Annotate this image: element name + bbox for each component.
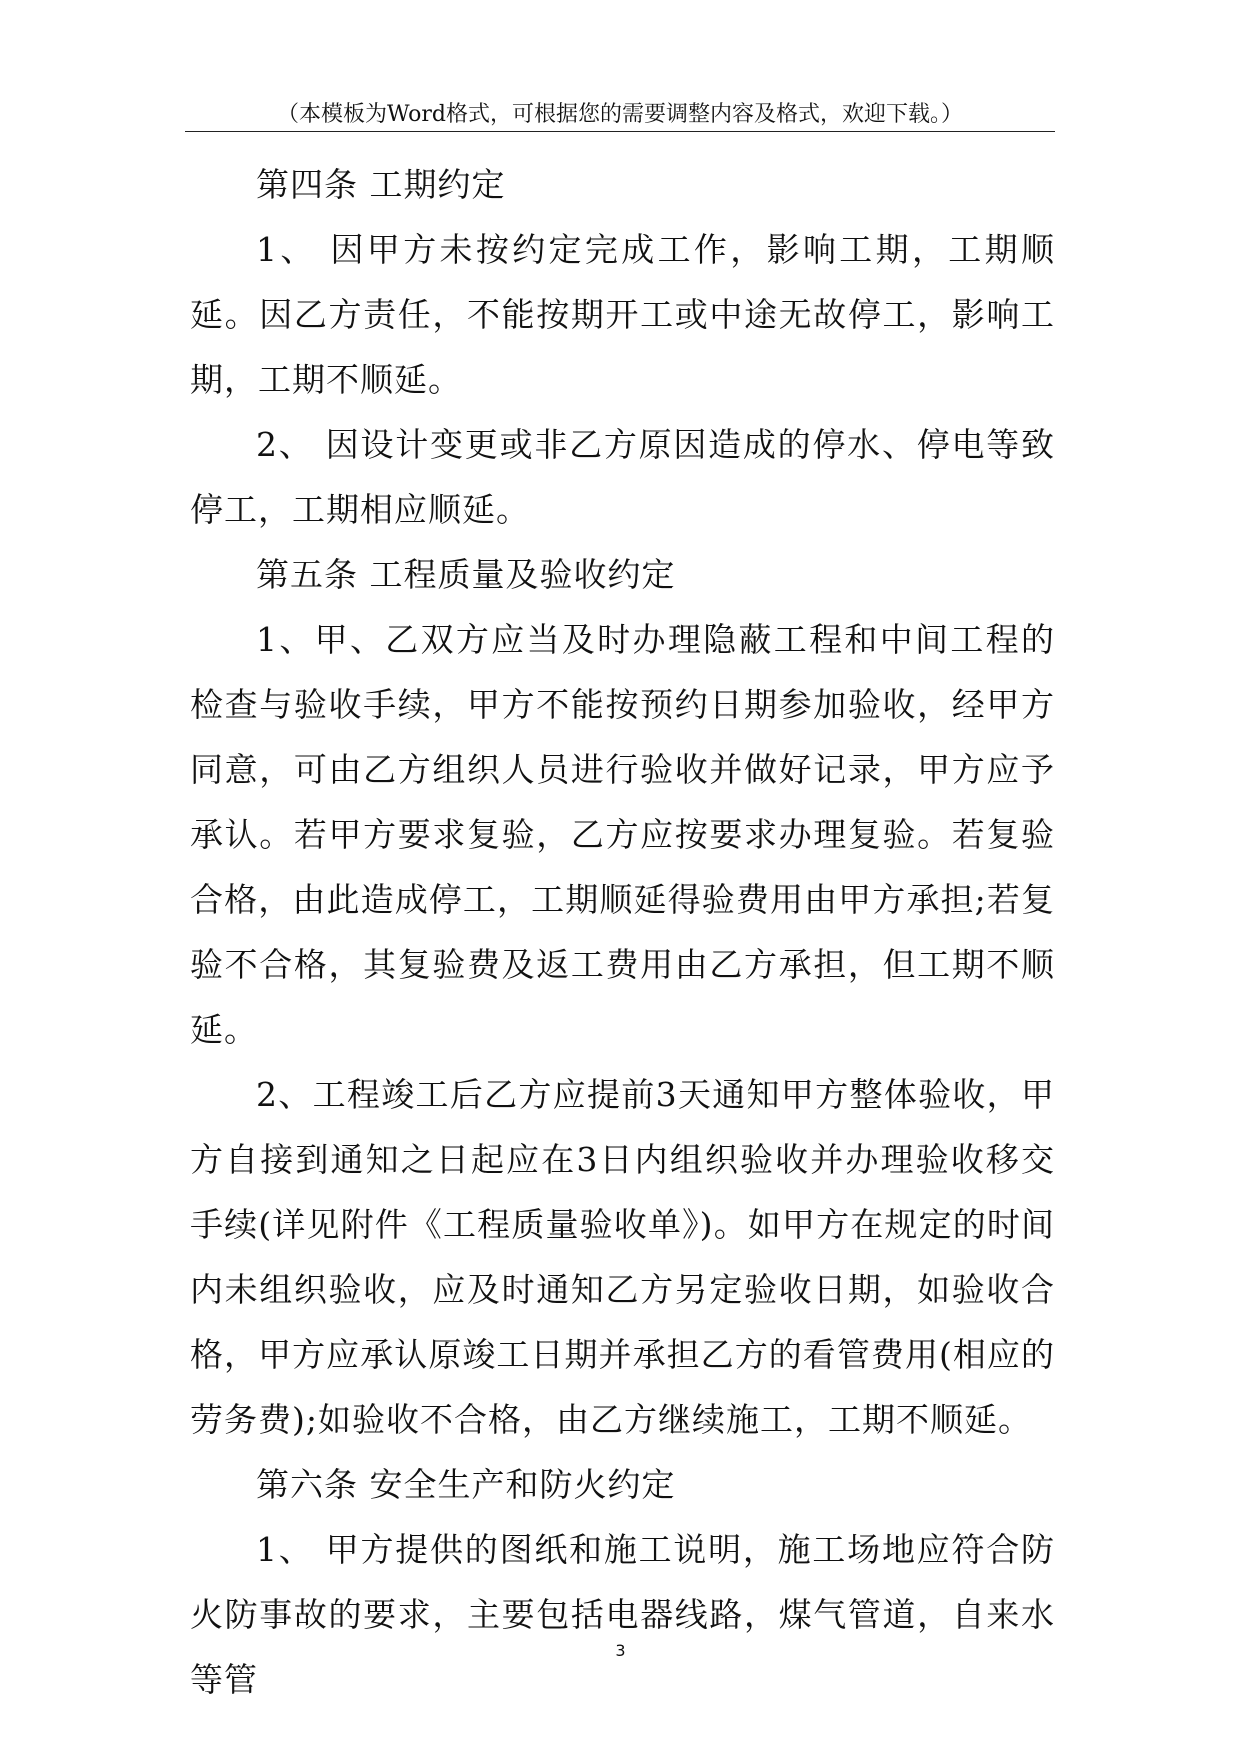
template-header-note: （本模板为Word格式，可根据您的需要调整内容及格式，欢迎下载。） — [277, 102, 963, 127]
article-6-clause-1: 1、 甲方提供的图纸和施工说明，施工场地应符合防火防事故的要求，主要包括电器线路，煤气管道，自来水等管 — [190, 1530, 1055, 1699]
article-5-clause-1: 1、甲、乙双方应当及时办理隐蔽工程和中间工程的检查与验收手续，甲方不能按预约日期参加验收，经甲方同意，可由乙方组织人员进行验收并做好记录，甲方应予承认。若甲方要求复验，乙方应按要求办理复验。若复验合格，由此造成停工，工期顺延得验费用由甲方承担;若复验不合格，其复验费及返工费用由乙方承担，但工期不顺延。 — [190, 620, 1055, 1049]
article-5-clause-2: 2、工程竣工后乙方应提前3天通知甲方整体验收，甲方自接到通知之日起应在3日内组织验收并办理验收移交手续(详见附件《工程质量验收单》)。如甲方在规定的时间内未组织验收，应及时通知乙方另定验收日期，如验收合格，甲方应承认原竣工日期并承担乙方的看管费用(相应的劳务费);如验收不合格，由乙方继续施工，工期不顺延。 — [190, 1075, 1055, 1439]
article-heading-4: 第四条 工期约定 — [256, 165, 506, 204]
article-4-clause-2: 2、 因设计变更或非乙方原因造成的停水、停电等致停工，工期相应顺延。 — [190, 425, 1055, 529]
page-number: 3 — [615, 1641, 626, 1660]
article-4-clause-1: 1、 因甲方未按约定完成工作，影响工期，工期顺延。因乙方责任，不能按期开工或中途无故停工，影响工期，工期不顺延。 — [190, 230, 1055, 399]
article-heading-6: 第六条 安全生产和防火约定 — [256, 1465, 676, 1504]
header-divider — [185, 131, 1055, 132]
document-body — [190, 152, 1055, 1712]
article-heading-5: 第五条 工程质量及验收约定 — [256, 555, 676, 594]
